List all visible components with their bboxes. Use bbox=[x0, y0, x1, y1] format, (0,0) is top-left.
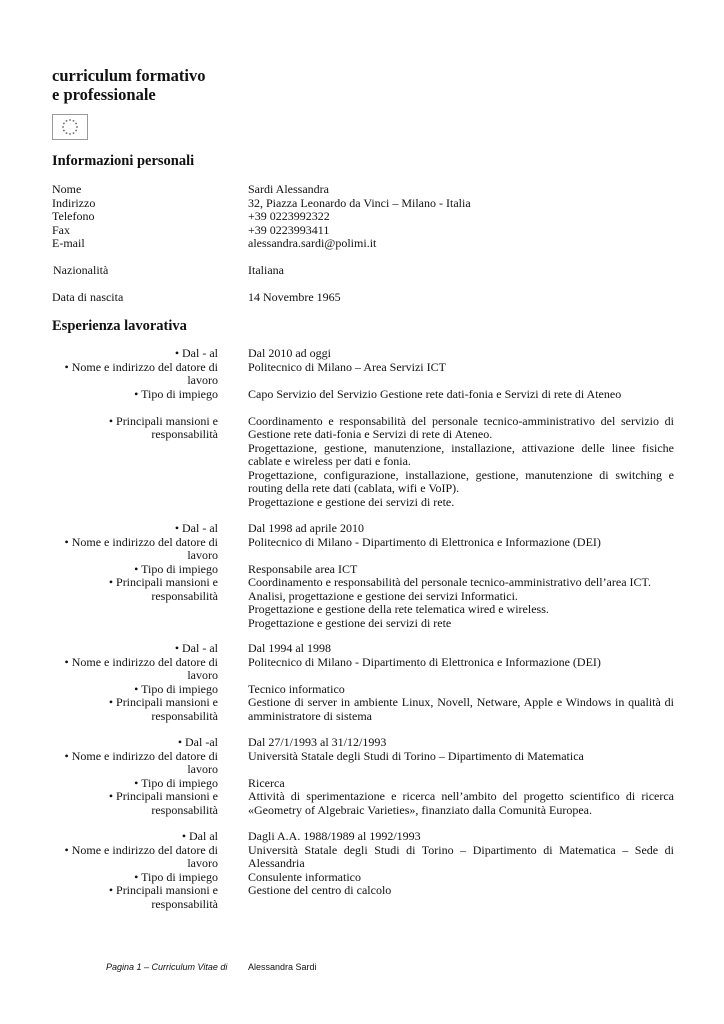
period-label: • Dal - al bbox=[174, 641, 218, 655]
section-heading-work: Esperienza lavorativa bbox=[52, 318, 187, 334]
name-value: Sardi Alessandra bbox=[248, 182, 329, 196]
duty-item: Progettazione, gestione, manutenzione, installazione, attivazione delle linee fisiche cablate e wireless per dati e fonia. bbox=[248, 440, 674, 468]
title-line-1: curriculum formativo bbox=[52, 66, 206, 85]
period-label: • Dal al bbox=[181, 829, 218, 843]
duties-list bbox=[248, 576, 674, 630]
employer-label: • Nome e indirizzo del datore di lavoro bbox=[64, 748, 218, 776]
duty-item: Gestione del centro di calcolo bbox=[248, 883, 392, 897]
duty-item: Gestione di server in ambiente Linux, Novell, Netware, Apple e Windows in qualità di amministratore di sistema bbox=[248, 695, 674, 723]
duties-label: • Principali mansioni e responsabilità bbox=[108, 883, 218, 911]
job-type-value: Consulente informatico bbox=[248, 869, 361, 884]
employer-value: Università Statale degli Studi di Torino – Dipartimento di Matematica – Sede di Alessandria bbox=[248, 842, 674, 870]
employer-value: Politecnico di Milano – Area Servizi ICT bbox=[248, 359, 446, 374]
experience-entry bbox=[52, 736, 674, 817]
phone-label: Telefono bbox=[52, 209, 95, 223]
duties-list bbox=[248, 884, 674, 911]
duty-item: Analisi, progettazione e gestione dei servizi Informatici. bbox=[248, 588, 518, 603]
email-value[interactable]: alessandra.sardi@polimi.it bbox=[248, 236, 377, 250]
title-line-2: e professionale bbox=[52, 85, 156, 104]
nationality-value: Italiana bbox=[248, 263, 284, 277]
employer-label: • Nome e indirizzo del datore di lavoro bbox=[64, 534, 218, 562]
section-heading-personal: Informazioni personali bbox=[52, 153, 195, 169]
experience-entry bbox=[52, 830, 674, 911]
experience-entry bbox=[52, 347, 674, 509]
job-type-label: • Tipo di impiego bbox=[134, 561, 218, 576]
employer-value: Politecnico di Milano - Dipartimento di Elettronica e Informazione (DEI) bbox=[248, 654, 601, 669]
duties-list bbox=[248, 415, 674, 510]
job-type-value: Tecnico informatico bbox=[248, 681, 345, 696]
employer-label: • Nome e indirizzo del datore di lavoro bbox=[64, 842, 218, 870]
job-type-value: Responsabile area ICT bbox=[248, 561, 358, 576]
employer-label: • Nome e indirizzo del datore di lavoro bbox=[64, 359, 218, 387]
experience-entry bbox=[52, 522, 674, 630]
period-value: Dal 1994 al 1998 bbox=[248, 641, 331, 655]
period-label: • Dal - al bbox=[174, 521, 218, 535]
job-type-value: Capo Servizio del Servizio Gestione rete dati-fonia e Servizi di rete di Ateneo bbox=[248, 386, 622, 401]
name-label: Nome bbox=[52, 182, 82, 196]
employer-value: Politecnico di Milano - Dipartimento di Elettronica e Informazione (DEI) bbox=[248, 534, 601, 549]
fax-value: +39 0223993411 bbox=[248, 222, 330, 237]
fax-label: Fax bbox=[52, 222, 70, 237]
duty-item: Progettazione e gestione della rete telematica wired e wireless. bbox=[248, 602, 549, 616]
job-type-label: • Tipo di impiego bbox=[134, 681, 218, 696]
job-type-label: • Tipo di impiego bbox=[134, 775, 218, 790]
document-title bbox=[52, 66, 206, 104]
period-value: Dal 1998 ad aprile 2010 bbox=[248, 521, 364, 535]
duty-item: Attività di sperimentazione e ricerca nell’ambito del progetto scientifico di ricerca «Geometry of Algebraic Varieties», finanziato dalla Comunità Europea. bbox=[248, 789, 674, 817]
birth-label: Data di nascita bbox=[52, 290, 124, 304]
duties-list bbox=[248, 696, 674, 723]
job-type-label: • Tipo di impiego bbox=[134, 386, 218, 401]
birth-value: 14 Novembre 1965 bbox=[248, 290, 341, 304]
address-label: Indirizzo bbox=[52, 195, 96, 210]
duties-label: • Principali mansioni e responsabilità bbox=[108, 575, 218, 603]
period-value: Dal 2010 ad oggi bbox=[248, 346, 331, 360]
address-value: 32, Piazza Leonardo da Vinci – Milano - Italia bbox=[248, 195, 471, 210]
footer-author: Alessandra Sardi bbox=[248, 962, 317, 972]
period-label: • Dal -al bbox=[177, 735, 218, 749]
eu-flag-icon bbox=[52, 114, 88, 140]
phone-value: +39 0223992322 bbox=[248, 209, 330, 223]
job-type-value: Ricerca bbox=[248, 775, 285, 790]
duties-list bbox=[248, 790, 674, 817]
duty-item: Coordinamento e responsabilità del personale tecnico-amministrativo dell’area ICT. bbox=[248, 575, 651, 589]
period-value: Dal 27/1/1993 al 31/12/1993 bbox=[248, 735, 387, 749]
experience-entry bbox=[52, 642, 674, 723]
duty-item: Progettazione e gestione dei servizi di rete. bbox=[248, 494, 455, 509]
period-value: Dagli A.A. 1988/1989 al 1992/1993 bbox=[248, 829, 421, 843]
footer-page-label: Pagina 1 – Curriculum Vitae di bbox=[106, 962, 228, 972]
duty-item: Progettazione e gestione dei servizi di rete bbox=[248, 615, 452, 630]
eu-stars-icon bbox=[53, 115, 87, 139]
email-label: E-mail bbox=[52, 236, 85, 250]
job-type-label: • Tipo di impiego bbox=[134, 869, 218, 884]
duty-item: Progettazione, configurazione, installazione, gestione, manutenzione di switching e routing della rete dati (cablata, wifi e VoIP). bbox=[248, 467, 674, 495]
duties-label: • Principali mansioni e responsabilità bbox=[108, 413, 218, 441]
employer-value: Università Statale degli Studi di Torino – Dipartimento di Matematica bbox=[248, 748, 584, 763]
period-label: • Dal - al bbox=[174, 346, 218, 360]
nationality-label: Nazionalità bbox=[53, 263, 109, 277]
duties-label: • Principali mansioni e responsabilità bbox=[108, 789, 218, 817]
duties-label: • Principali mansioni e responsabilità bbox=[108, 695, 218, 723]
employer-label: • Nome e indirizzo del datore di lavoro bbox=[64, 654, 218, 682]
duty-item: Coordinamento e responsabilità del personale tecnico-amministrativo del servizio di Gestione rete dati-fonia e Servizi di rete di Ateneo. bbox=[248, 413, 674, 441]
